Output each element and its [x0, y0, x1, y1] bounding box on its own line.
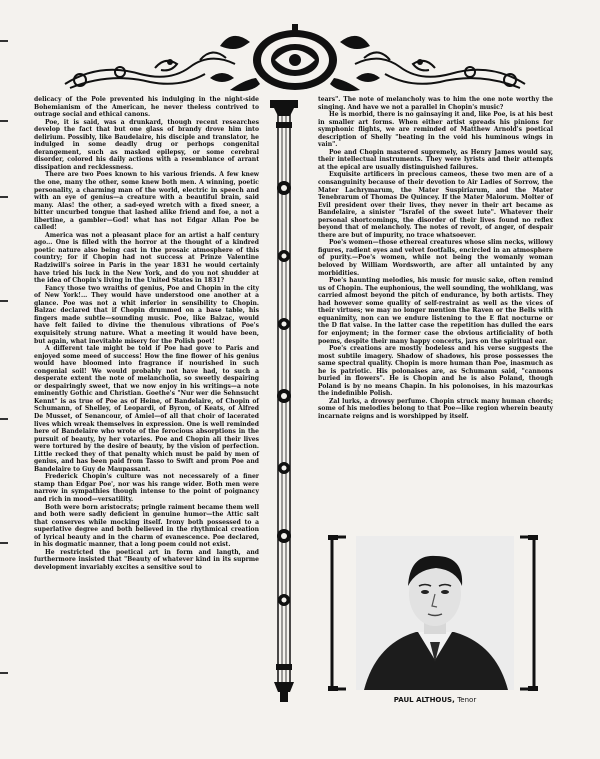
paragraph: delicacy of the Pole prevented his indulging in the night-side Bohemianism of the American, he never theless contrived to outrage social and ethical canons. [34, 96, 259, 119]
paragraph: He is morbid, there is no gainsaying it and, like Poe, is at his best in smaller art forms. When either artist spreads his pinions for symphonic flights, we are reminded of Matthew Arnold's poetical description of Shelly "beating in the void his huminous wings in vain". [318, 111, 553, 149]
right-text-column [318, 96, 553, 421]
portrait-name: PAUL ALTHOUS, [393, 696, 455, 704]
paragraph: Exquisite artificers in precious cameos, these two men are of a consanguinity because of their devotion to Air Ladies of Sorrow, the Mater Lachrymarum, the Mater Suspiriarum, and the Mater Tenebrarum of Thomas De Quincey. If the Mater Malorum. Molter of Evil president over their lives, they never in their art became as Bandelaire, a sinister "Israfel of the sweet lute". Whatever their personal shortcomings, the disorder of their lives found no reflex beyond that of melancholy. The notes of revolt, of anger, of despair there are but of impurity, no trace whatsoever. [318, 171, 553, 239]
paragraph: Frederick Chopin's culture was not necessarely of a finer stamp than Edgar Poe', nor was his range wider. Both men were narrow in sympathies though intense to the point of poignancy and rich in mood—versatility. [34, 473, 259, 503]
binding-mark [0, 40, 8, 42]
paragraph: Zal lurks, a drowsy perfume. Chopin struck many human chords; some of his melodies belong to that Poe—like region wherein beauty incarnate reigns and is worshipped by itself. [318, 397, 553, 420]
paragraph: Poe's women—those ethereal creatures whose slim necks, willowy figures, radient eyes and velvet footfalls, encircled in an atmosphere of purity.—Poe's women, while not being the womanly woman beloved by William Wordsworth, are after all untainted by any morbidities. [318, 239, 553, 277]
portrait-role: Tenor [457, 696, 477, 704]
binding-mark [0, 196, 8, 198]
paragraph: America was not a pleasant place for an artist a half century ago... One is filled with the horror at the thought of a kindred poetic nature also being cast in the prosaic atmosphere of this country; for if Chopin had not success at Prinze Valentine Radziwill's soiree in Paris in the year 1831 he would certainly have tried his luck in the New York, and do you not shudder at the idea of Chopin's living in the United States in 1831? [34, 231, 259, 285]
binding-mark [0, 300, 8, 302]
paragraph: Poe's creations are mostly bodeless and his verse suggests the most subtile imagery. Shadow of shadows, his prose possesses the same spectral quality. Chopin is more human than Poe, inasmuch as he is patriotic. His polonaises are, as Schumann said, "cannons buried in flowers". He is Chopin and he is also Poland, though Poland is by no means Chapin. In his polonoises, in his mazourkas the indefinible Polish. [318, 345, 553, 398]
paragraph: A different tale might be told if Poe had gove to Paris and enjoyed some meed of success! How the fine flower of his genius would have bloomed into fragrance if nourished in such congenial soil! We would probably not have had, to such a desperate extent the note of melancholia, so sweetly despairing or despairingly sweet, that we now enjoy in his writings—a note eminently Gothic and Christian. Goethe's "Nur wer die Sehnsucht Kennt" is as true of Poe as of Heine, of Bandelaire, of Chopin of Schumann, of Shelley, of Leopardi, of Byron, of Keats, of Alfred De Musset, of Senancour, of Amiel—of all that choir of lacerated lives which wreak themselves in expression. One is well reminded here of Bandelaire who wrote of the ferocious absorptions in the pursuit of beauty, by her votaries. Poe and Chopin ali their lives were tortured by the desire of beauty, by the vision of perfection. Little recked they of that penalty which must be paid by men of genius, and has been paid from Tasso to Swift and prom Poe and Bandelaire to Guy de Maupassant. [34, 345, 259, 473]
paragraph: He restricted the poetical art in form and langth, and furthermore insisted that "Beauty of whatever kind in its suprme development invariably excites a sensitive soul to [34, 548, 259, 571]
binding-mark [0, 672, 8, 674]
paragraph: tears". The note of melancholy was to him the one note worthy the singing. And have we not a parallel in Chopin's music? [318, 96, 553, 111]
binding-mark [0, 120, 8, 122]
paragraph: There are two Poes known to his various friends. A few knew the one, many the other, some knew both men. A winning, poetic personality, a charming man of the world, electric in speech and with an eye of genius—a creature with a beautiful brain, said many. Alas! the other, a sad-eyed wretch with a fixed sneer, a bitter uncurbed tongue that lashed alike friend and foe, a not a libertine, a gambler—God! what has not Edgar Allan Poe be called! [34, 171, 259, 232]
portrait-photo [356, 536, 514, 690]
paragraph: Poe's haunting melodies, his music for music sake, often remind us of Chopin. The euphonious, the well sounding, the wohlklang, was carried almost beyond the pitch of endurance, by both artists. They had however some quality of self-restraint as well as the vices of their virtues; we may no longer mention the Raven or the Bells with equanimity, non can we endure listening to the E flat nocturne or the D flat valse. In the latter case the repetition has dulled the ears for enjoyment; in the former case the obvious artificiality of both poems, despite their many happy concerts, jars on the spiritual ear. [318, 277, 553, 345]
left-text-column [34, 96, 259, 571]
paragraph: Both were born aristocrats; pringle raiment became them well and both were sadly deficient in genuine humor—the Attic salt that conserves while mocking itself. Irony both possessed to a superlative degree and both believed in the rhythmical creation of lyrical beauty and in the charm of evanescence. Poe declared, in his dogmatic manner, that a long poem could not exist. [34, 503, 259, 549]
binding-mark [0, 418, 8, 420]
portrait-caption [330, 696, 540, 704]
paragraph: Poe and Chopin mastered supremely, as Henry James would say, their intellectual instruments. They were lyrists and their attempts at the epical are usually distinguished failures. [318, 148, 553, 171]
paragraph: Poe, it is said, was a drunkard, though recent researches develop the fact that but one glass of brandy drove him into delirium. Possibly, like Baudelaire, his disciple and translator, he indulged in some deadly drug or perhops congenital derangement, such as masked epilepsy, or some cerebral disorder, colored his daily actions with a resemblance of arrant dissipation and recklessness. [34, 118, 259, 171]
center-column-ornament [266, 96, 302, 708]
binding-mark [0, 542, 8, 544]
header-ornament [60, 22, 530, 102]
paragraph: Fancy those two wraiths of genius, Poe and Chopin in the city of New York!... They would have understood one another at a glance. Poe was not a whit inferior in sensibility to Chopin. Balzac declared that if Chopin drummed on a base table, his fingers made subtle—sounding music. Poe, like Balzac, would have felt failed to divine the thenulous vibrations of Poe's exquisitely strung nature. What a meeting it would have been, but again, what inevitable misery for the Polish poet! [34, 284, 259, 345]
